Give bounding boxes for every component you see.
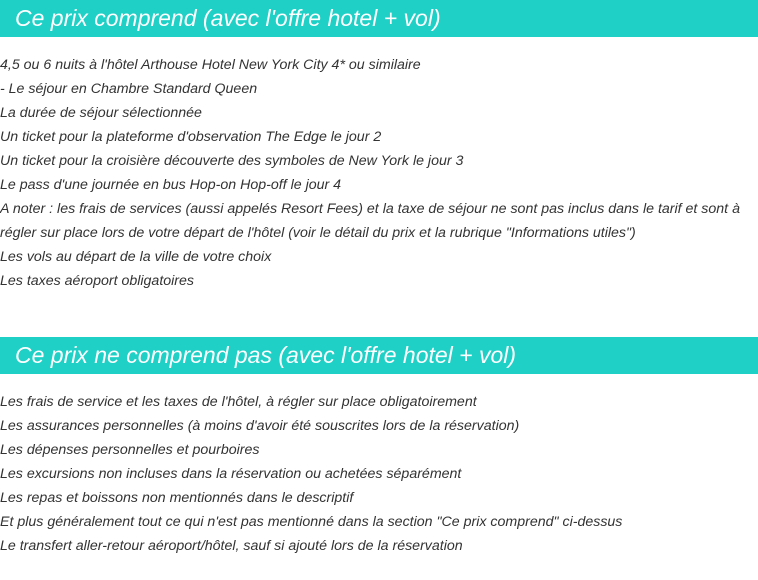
included-section-title: Ce prix comprend (avec l'offre hotel + vol): [0, 0, 758, 37]
included-item: A noter : les frais de services (aussi appelés Resort Fees) et la taxe de séjour ne sont pas inclus dans le tarif et sont à régler sur place lors de votre départ de l'hôtel (voir le détail du prix et la rubrique "Informations utiles"): [0, 201, 740, 241]
included-item: Un ticket pour la croisière découverte des symboles de New York le jour 3: [0, 153, 464, 169]
excluded-item: Les excursions non incluses dans la réservation ou achetées séparément: [0, 466, 462, 482]
included-item: 4,5 ou 6 nuits à l'hôtel Arthouse Hotel New York City 4* ou similaire: [0, 57, 421, 73]
excluded-section: [0, 337, 758, 558]
included-item: Le pass d'une journée en bus Hop-on Hop-off le jour 4: [0, 177, 342, 193]
excluded-item: Les dépenses personnelles et pourboires: [0, 442, 260, 458]
included-item: Les vols au départ de la ville de votre choix: [0, 249, 272, 265]
included-item: - Le séjour en Chambre Standard Queen: [0, 81, 258, 97]
excluded-item: Les repas et boissons non mentionnés dans le descriptif: [0, 490, 354, 506]
included-item: Un ticket pour la plateforme d'observation The Edge le jour 2: [0, 129, 382, 145]
excluded-items-list: [0, 390, 758, 558]
excluded-item: Les assurances personnelles (à moins d'avoir été souscrites lors de la réservation): [0, 418, 520, 434]
excluded-section-title: Ce prix ne comprend pas (avec l'offre hotel + vol): [0, 337, 758, 374]
excluded-item: Et plus généralement tout ce qui n'est pas mentionné dans la section "Ce prix comprend" ci-dessus: [0, 514, 623, 530]
excluded-item: Les frais de service et les taxes de l'hôtel, à régler sur place obligatoirement: [0, 394, 477, 410]
excluded-item: Le transfert aller-retour aéroport/hôtel, sauf si ajouté lors de la réservation: [0, 538, 463, 554]
included-item: La durée de séjour sélectionnée: [0, 105, 202, 121]
included-item: Les taxes aéroport obligatoires: [0, 273, 195, 289]
included-items-list: [0, 53, 758, 293]
